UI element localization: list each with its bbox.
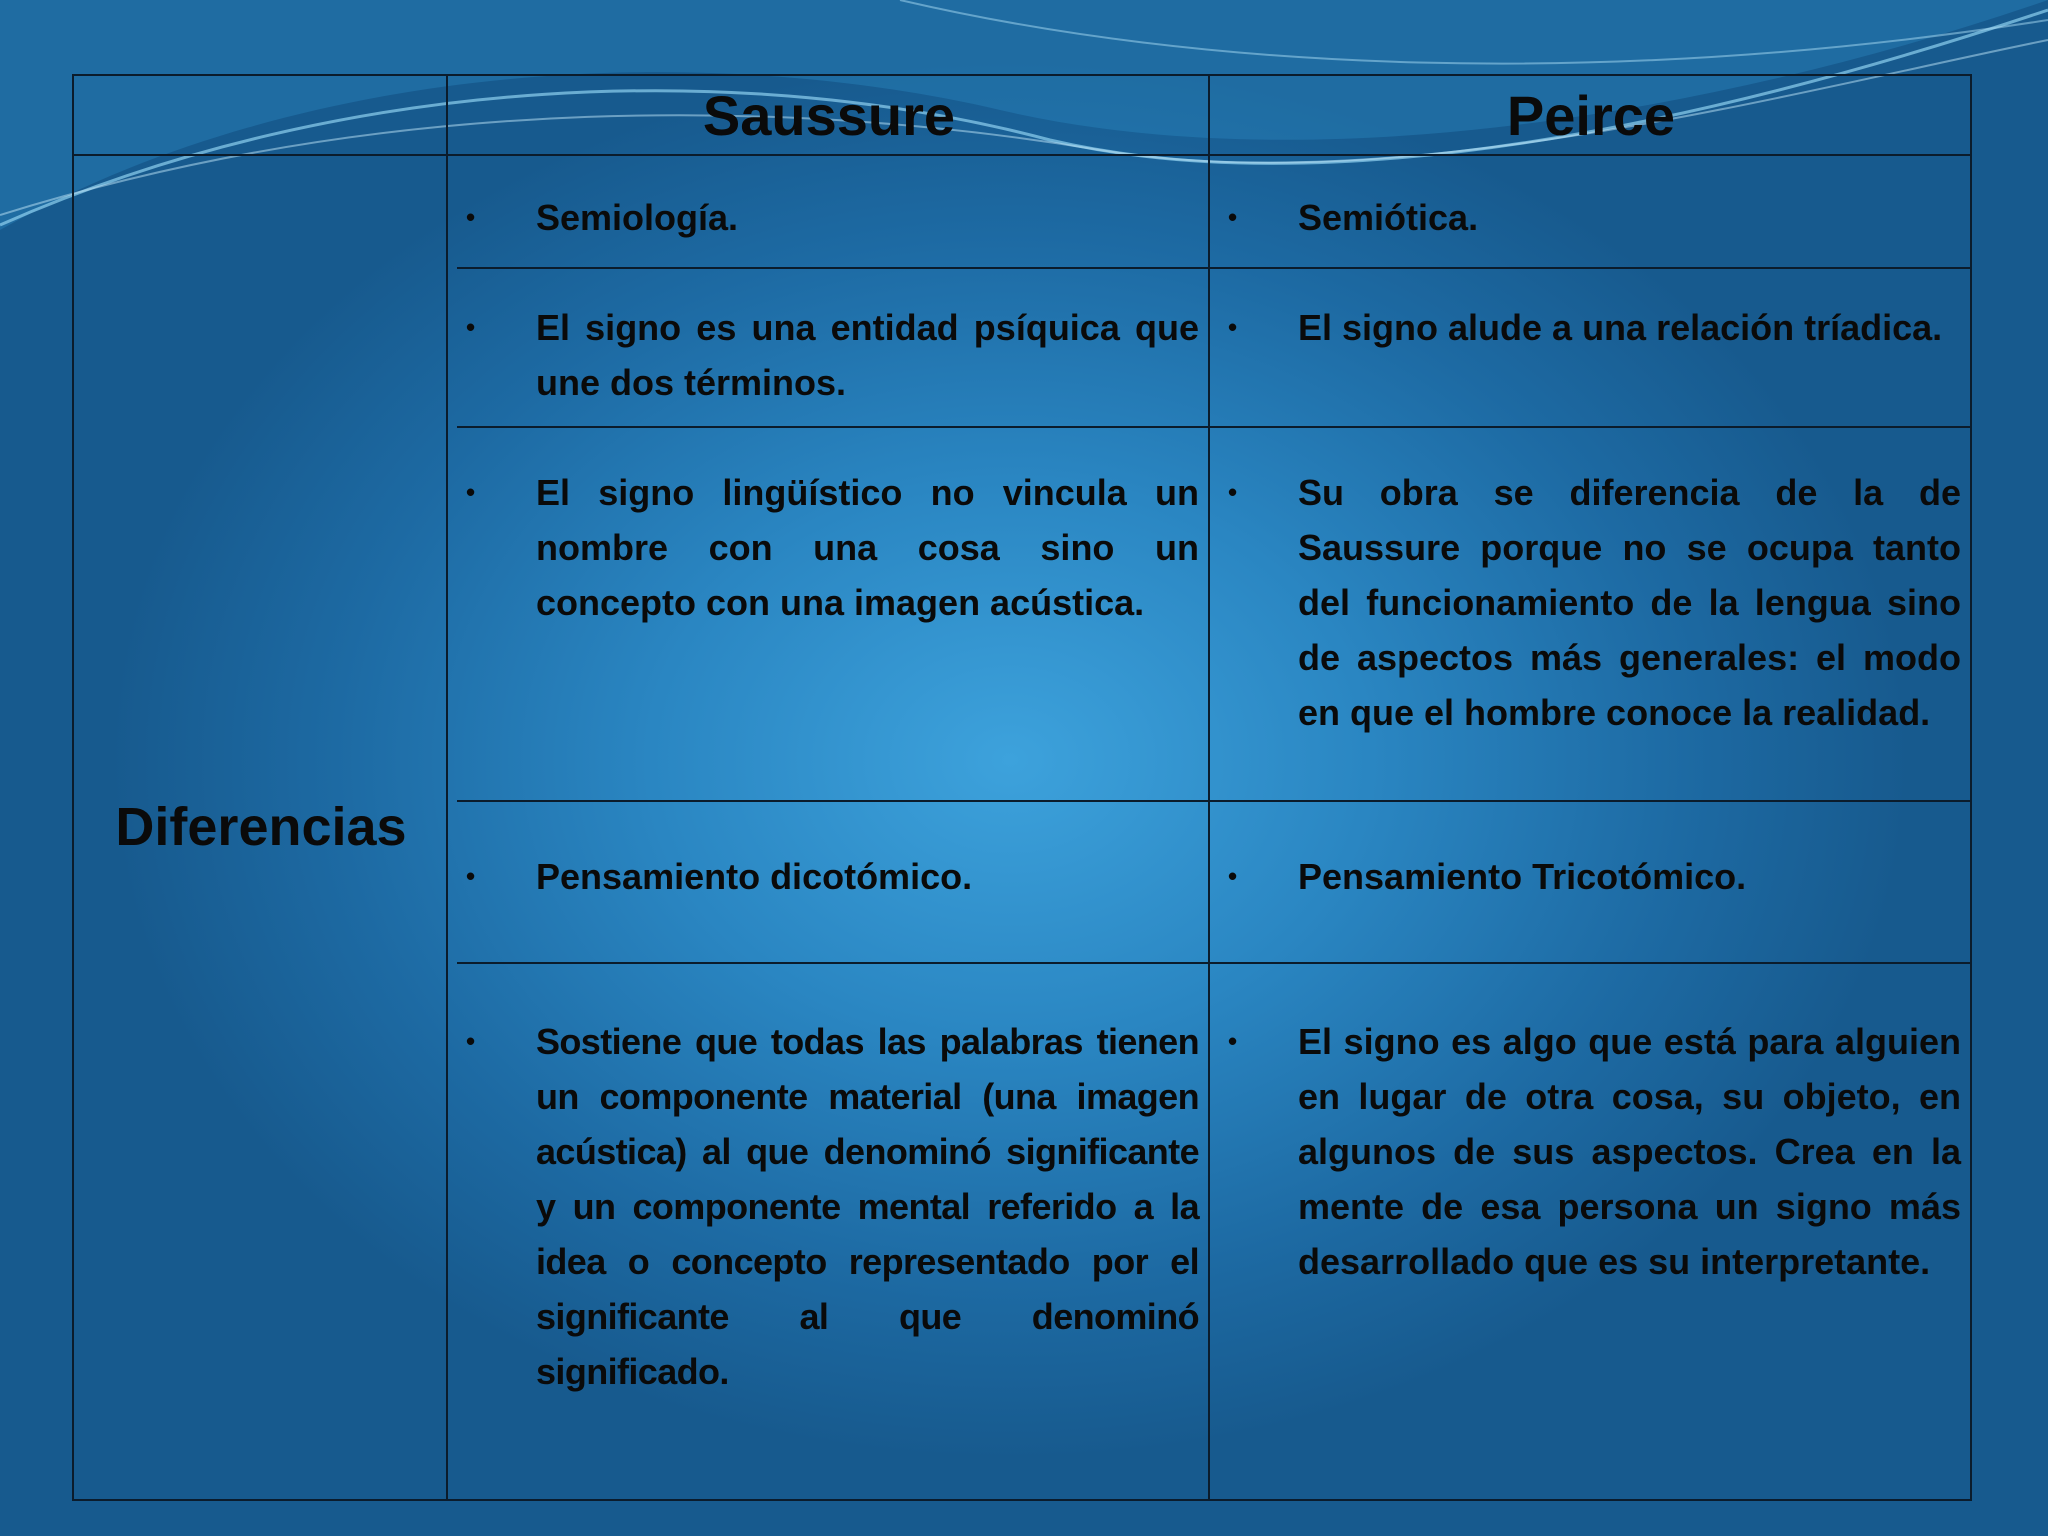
- column-divider: [1208, 76, 1210, 1499]
- saussure-text: El signo es una entidad psíquica que une dos términos.: [536, 307, 1199, 403]
- bullet-icon: •: [466, 202, 476, 232]
- peirce-text: El signo alude a una relación tríadica.: [1298, 307, 1943, 348]
- row-divider: [457, 426, 1971, 428]
- row-label-diferencias: Diferencias: [115, 796, 407, 857]
- bullet-icon: •: [1228, 1026, 1238, 1056]
- peirce-cell: [1220, 849, 1961, 904]
- saussure-cell: [458, 1014, 1199, 1399]
- peirce-text: Semiótica.: [1298, 197, 1479, 238]
- saussure-cell: [458, 190, 1199, 245]
- saussure-text: Sostiene que todas las palabras tienen un componente material (una imagen acústica) al que denominó significante y un componente mental referido a la idea o concepto representado por el significante al que denominó significado.: [536, 1021, 1199, 1392]
- saussure-text: Semiología.: [536, 197, 739, 238]
- bullet-icon: •: [466, 861, 476, 891]
- bullet-icon: •: [466, 477, 476, 507]
- bullet-icon: •: [1228, 477, 1238, 507]
- bullet-icon: •: [1228, 202, 1238, 232]
- peirce-text: El signo es algo que está para alguien en lugar de otra cosa, su objeto, en algunos de sus aspectos. Crea en la mente de esa persona un signo más desarrollado que es su interpretante.: [1298, 1021, 1961, 1282]
- saussure-cell: [458, 849, 1199, 904]
- column-header-peirce: Peirce: [1506, 83, 1676, 147]
- row-divider: [457, 800, 1971, 802]
- row-divider: [457, 962, 1971, 964]
- peirce-cell: [1220, 300, 1961, 355]
- peirce-cell: [1220, 190, 1961, 245]
- comparison-table: [72, 74, 1972, 1501]
- peirce-text: Su obra se diferencia de la de Saussure porque no se ocupa tanto del funcionamiento de la lengua sino de aspectos más generales: el modo en que el hombre conoce la realidad.: [1298, 472, 1961, 733]
- column-header-saussure: Saussure: [702, 83, 956, 147]
- saussure-cell: [458, 300, 1199, 410]
- peirce-text: Pensamiento Tricotómico.: [1298, 856, 1747, 897]
- bullet-icon: •: [1228, 312, 1238, 342]
- saussure-text: Pensamiento dicotómico.: [536, 856, 973, 897]
- saussure-cell: [458, 465, 1199, 630]
- row-divider: [457, 267, 1971, 269]
- bullet-icon: •: [1228, 861, 1238, 891]
- bullet-icon: •: [466, 312, 476, 342]
- peirce-cell: [1220, 1014, 1961, 1289]
- bullet-icon: •: [466, 1026, 475, 1056]
- peirce-cell: [1220, 465, 1961, 740]
- saussure-text: El signo lingüístico no vincula un nombre con una cosa sino un concepto con una imagen acústica.: [536, 472, 1199, 623]
